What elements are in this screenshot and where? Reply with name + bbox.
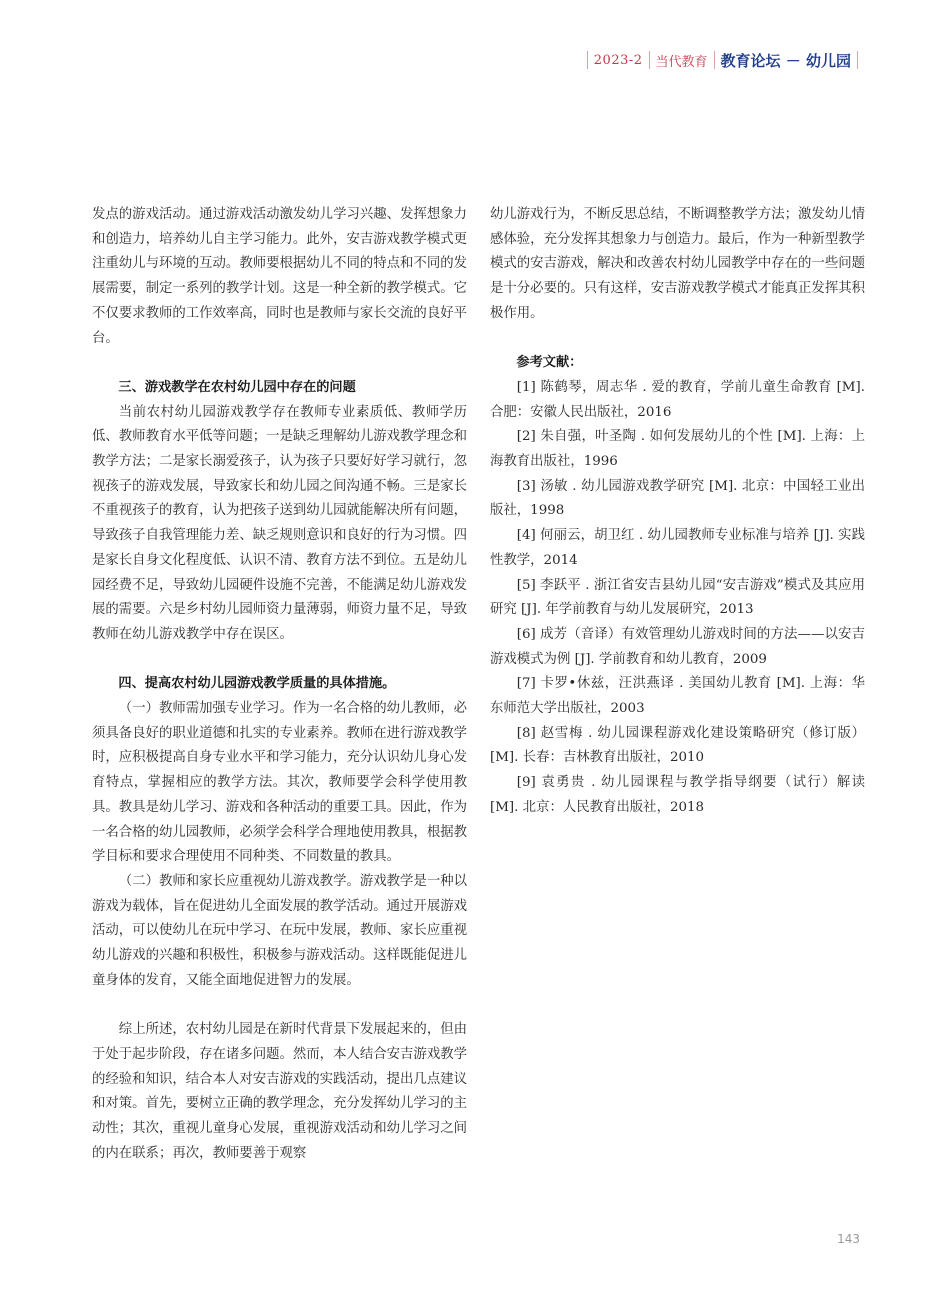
reference-item: [2] 朱自强，叶圣陶 . 如何发展幼儿的个性 [M]. 上海：上海教育出版社，1996 — [490, 429, 865, 470]
references-title: 参考文献： — [516, 355, 583, 371]
paragraph: （二）教师和家长应重视幼儿游戏教学。游戏教学是一种以游戏为载体，旨在促进幼儿全面发展的教学活动。通过开展游戏活动，可以使幼儿在玩中学习、在玩中发展，教师、家长应重视幼儿游戏的兴趣和积极性，积极参与游戏活动。这样既能促进儿童身体的发育，又能全面地促进智力的发展。 — [92, 873, 467, 988]
header-divider — [714, 51, 715, 69]
reference-item: [4] 何丽云，胡卫红 . 幼儿园教师专业标准与培养 [J]. 实践性教学，2014 — [490, 528, 865, 568]
reference-item: [1] 陈鹤琴，周志华 . 爱的教育，学前儿童生命教育 [M]. 合肥：安徽人民出版社，2016 — [490, 379, 865, 420]
section-heading-4: 四、提高农村幼儿园游戏教学质量的具体措施。 — [118, 676, 396, 692]
paragraph: 幼儿游戏行为，不断反思总结，不断调整教学方法；激发幼儿情感体验，充分发挥其想象力与创造力。最后，作为一种新型教学模式的安吉游戏，解决和改善农村幼儿园教学中存在的一些问题是十分必要的。只有这样，安吉游戏教学模式才能真正发挥其积极作用。 — [490, 207, 865, 321]
spacer — [490, 327, 865, 352]
reference-item: [5] 李跃平 . 浙江省安吉县幼儿园“安吉游戏”模式及其应用研究 [J]. 年学前教育与幼儿发展研究，2013 — [490, 577, 865, 618]
spacer — [92, 993, 467, 1018]
header-divider — [649, 51, 650, 69]
running-header — [581, 48, 864, 72]
header-divider — [587, 51, 588, 69]
issue-number: 2023-2 — [593, 52, 643, 68]
reference-item: [7] 卡罗•休兹，汪洪燕译 . 美国幼儿教育 [M]. 上海：华东师范大学出版社，2003 — [490, 676, 865, 717]
left-column — [92, 203, 467, 1166]
reference-item: [9] 袁勇贵 . 幼儿园课程与教学指导纲要（试行）解读 [M]. 北京：人民教育出版社，2018 — [490, 775, 865, 815]
section-heading-3: 三、游戏教学在农村幼儿园中存在的问题 — [118, 379, 356, 395]
paragraph: 当前农村幼儿园游戏教学存在教师专业素质低、教师学历低、教师教育水平低等问题；一是缺乏理解幼儿游戏教学理念和教学方法；二是家长溺爱孩子，认为孩子只要好好学习就行，忽视孩子的游戏发展，导致家长和幼儿园之间沟通不畅。三是家长不重视孩子的教育，认为把孩子送到幼儿园就能解决所有问题，导致孩子自我管理能力差、缺乏规则意识和良好的行为习惯。四是家长自身文化程度低、认识不清、教育方法不到位。五是幼儿园经费不足，导致幼儿园硬件设施不完善，不能满足幼儿游戏发展的需要。六是乡村幼儿园师资力量薄弱，师资力量不足，导致教师在幼儿游戏教学中存在误区。 — [92, 404, 467, 642]
spacer — [92, 351, 467, 376]
paragraph: 发点的游戏活动。通过游戏活动激发幼儿学习兴趣、发挥想象力和创造力，培养幼儿自主学习能力。此外，安吉游戏教学模式更注重幼儿与环境的互动。教师要根据幼儿不同的特点和不同的发展需要，制定一系列的教学计划。这是一种全新的教学模式。它不仅要求教师的工作效率高，同时也是教师与家长交流的良好平台。 — [92, 207, 467, 346]
header-divider — [857, 51, 858, 69]
page-number: 143 — [837, 1232, 860, 1246]
reference-item: [6] 成芳（音译）有效管理幼儿游戏时间的方法——以安吉游戏模式为例 [J]. 学前教育和幼儿教育，2009 — [490, 626, 865, 667]
paragraph: （一）教师需加强专业学习。作为一名合格的幼儿教师，必须具备良好的职业道德和扎实的专业素养。教师在进行游戏教学时，应积极提高自身专业水平和学习能力，充分认识幼儿身心发育特点，掌握相应的教学方法。其次，教师要学会科学使用教具。教具是幼儿学习、游戏和各种活动的重要工具。因此，作为一名合格的幼儿园教师，必须学会科学合理地使用教具，根据教学目标和要求合理使用不同种类、不同数量的教具。 — [92, 701, 467, 865]
paragraph: 综上所述，农村幼儿园是在新时代背景下发展起来的，但由于处于起步阶段，存在诸多问题。然而，本人结合安吉游戏教学的经验和知识，结合本人对安吉游戏的实践活动，提出几点建议和对策。首先，要树立正确的教学理念，充分发挥幼儿学习的主动性；其次，重视儿童身心发展，重视游戏活动和幼儿学习之间的内在联系；再次，教师要善于观察 — [92, 1022, 467, 1161]
section-name: 教育论坛 － 幼儿园 — [720, 51, 851, 70]
reference-item: [3] 汤敏 . 幼儿园游戏教学研究 [M]. 北京：中国轻工业出版社，1998 — [490, 478, 865, 519]
magazine-name: 当代教育 — [655, 54, 708, 70]
reference-item: [8] 赵雪梅 . 幼儿园课程游戏化建设策略研究（修订版）[M]. 长春：吉林教育出版社，2010 — [490, 725, 865, 766]
spacer — [92, 648, 467, 673]
right-column — [490, 203, 865, 821]
